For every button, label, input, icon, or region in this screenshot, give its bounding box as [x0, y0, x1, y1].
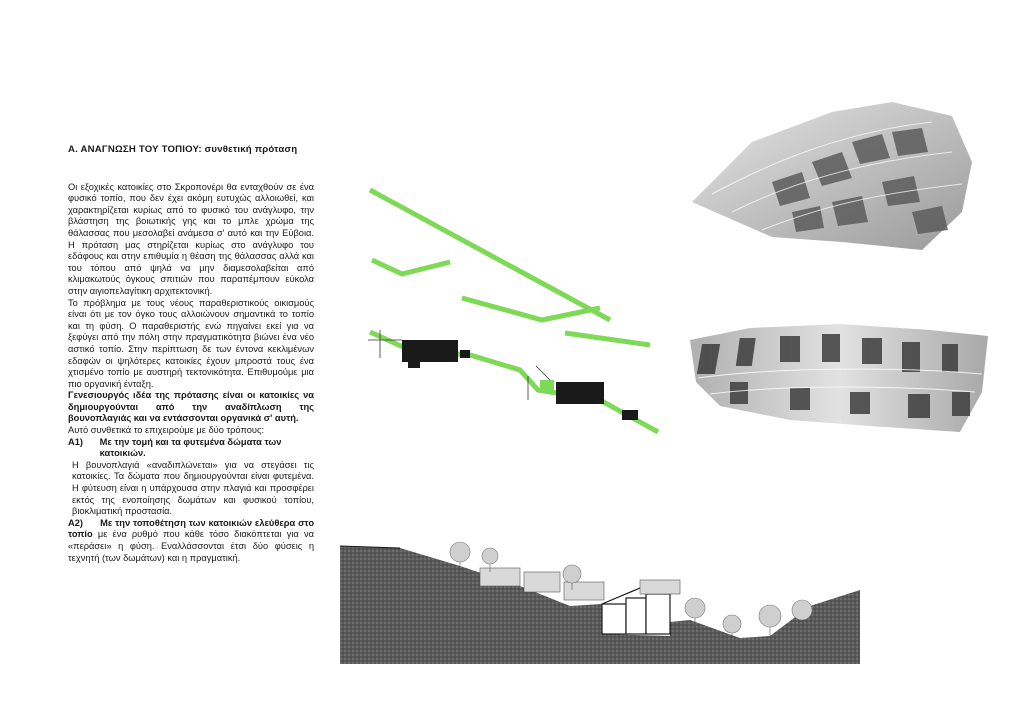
subheading-a1	[68, 437, 314, 460]
paragraph-a2	[68, 518, 314, 564]
paragraph-problem: Το πρόβλημα με τους νέους παραθεριστικούς οικισμούς είναι ότι με τον όγκο τους αλλοιώνουν σημαντικά το τοπίο και τη φύση. Ο παραθεριστής ενώ πηγαίνει εκεί για να ξεφύγει από την πόλη στην πραγματικότητα βιώνει ένα νέο αστικό τοπίο. Στην περίπτωση δε των έντονα κεκλιμένων εδαφών οι ψηλότερες κατοικίες έχουν μπροστά τους ένα χτισμένο τοπίο με αυστηρή τεκτονικότητα. Επιθυμούμε μια πιο οργανική ένταξη.	[68, 297, 314, 389]
paragraph-intro: Οι εξοχικές κατοικίες στο Σκροπονέρι θα ενταχθούν σε ένα φυσικό τοπίο, που δεν έχει ακόμη ευτυχώς αλλοιωθεί, και χαρακτηρίζεται κυρίως από το φυσικό του ανάγλυφο, την βλάστηση της βοιωτικής γης και το μπλε χρώμα της θάλασσας που μεσολαβεί ανάμεσα σ' αυτό και την Εύβοια. Η πρόταση μας στηρίζεται κυρίως στο ανάγλυφο του εδάφους και στην επιθυμία η θέαση της θάλασσας αλλά και του τόπου από ψηλά να μην διαμεσολαβείται από κλιμακωτούς όγκους σπιτιών που παραπέμπουν εύκολα στην αιγιοπελαγίτικη αρχιτεκτονική.	[68, 181, 314, 296]
section-title: Α. ΑΝΑΓΝΩΣΗ ΤΟΥ ΤΟΠΙΟΥ: συνθετική πρόταση	[68, 144, 298, 155]
subheading-a1-number: Α1)	[68, 436, 83, 447]
subheading-a2-title: Με την τοποθέτηση των κατοικιών ελεύθερα στο τοπίο	[68, 517, 315, 540]
paragraph-methods: Αυτό συνθετικά το επιχειρούμε με δύο τρόπους:	[68, 425, 265, 436]
green-line-4	[565, 333, 650, 345]
subheading-a2-number: Α2)	[68, 517, 83, 528]
paragraph-a2-text: με ένα ρυθμό που κάθε τόσο διακόπτεται για να «περάσει» η φύση. Εναλλάσσονται έτσι δύο φύσεις η τεχνητή (των δωμάτων) και η πραγματική.	[68, 529, 314, 563]
paragraph-main-idea: Γενεσιουργός ιδέα της πρότασης είναι οι κατοικίες να δημιουργούνται από την αναδίπλωση της βουνοπλαγιάς και να εντάσσονται οργανικά σ' αυτή.	[68, 390, 314, 424]
section-buildings	[602, 588, 670, 634]
text-column	[68, 144, 314, 564]
concept-section-diagram	[360, 180, 670, 440]
terrain-fill	[340, 546, 860, 664]
green-line-2	[372, 260, 450, 274]
terrain-model-photo-top	[692, 102, 982, 252]
paragraph-a1: Η βουνοπλαγιά «αναδιπλώνεται» για να στεγάσει τις κατοικίες. Τα δώματα που δημιουργούνται είναι φυτεμένα. Η φύτευση είναι η υπάρχουσα στην πλαγιά και προσφέρει εκτός της ενοποίησης δωμάτων και φυσικού τοπίου, βιοκλιματική προστασία.	[72, 459, 314, 517]
green-line-1	[370, 190, 610, 320]
site-section-drawing	[340, 538, 860, 664]
terrain-model-photo-middle	[690, 322, 990, 434]
subheading-a1-title: Με την τομή και τα φυτεμένα δώματα των κατοικιών.	[99, 436, 282, 459]
